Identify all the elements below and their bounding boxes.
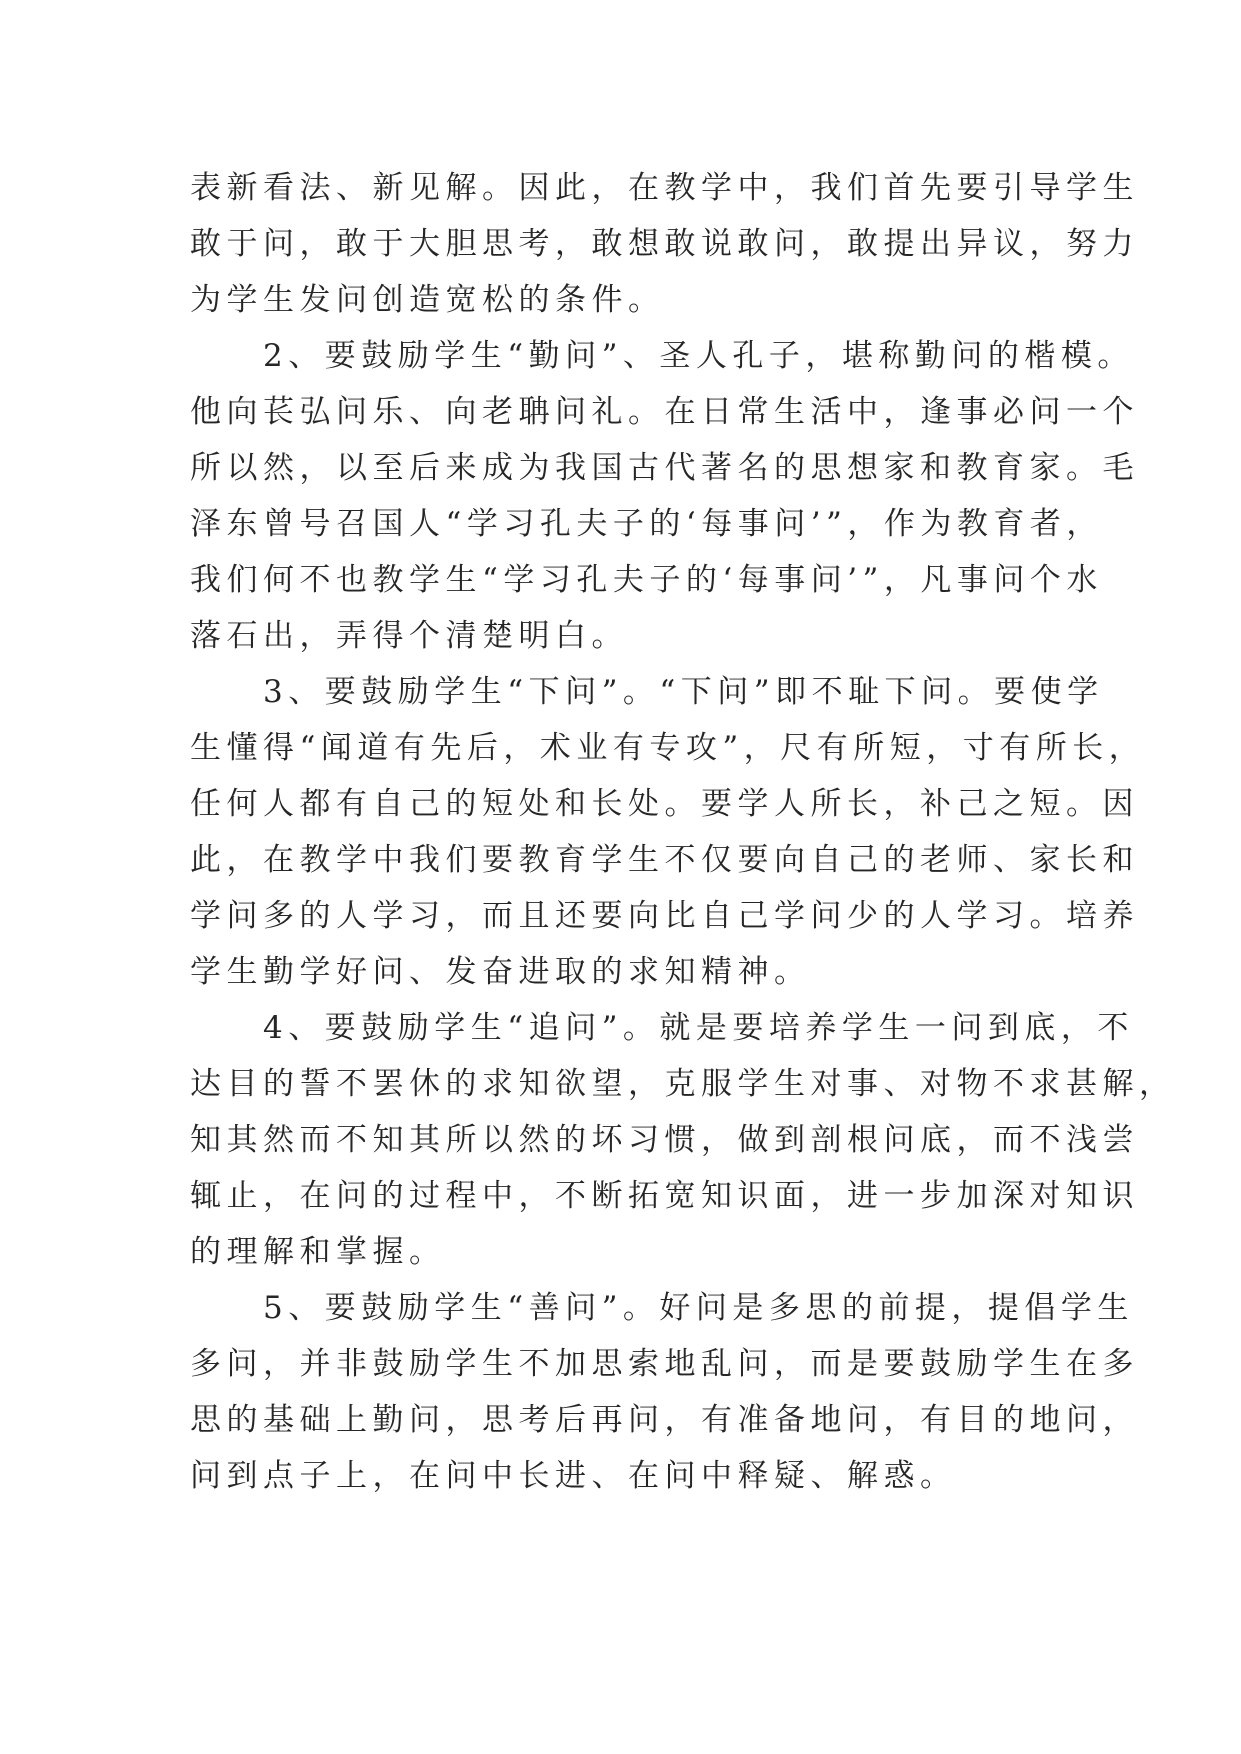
text-line: 所以然，以至后来成为我国古代著名的思想家和教育家。毛 bbox=[190, 450, 1139, 486]
text-line: 为学生发问创造宽松的条件。 bbox=[190, 282, 665, 318]
text-line: 他向苌弘问乐、向老聃问礼。在日常生活中，逢事必问一个 bbox=[190, 394, 1139, 430]
text-line: 问到点子上，在问中长进、在问中释疑、解惑。 bbox=[190, 1458, 957, 1494]
text-line: 的理解和掌握。 bbox=[190, 1234, 446, 1270]
text-line: 学问多的人学习，而且还要向比自己学问少的人学习。培养 bbox=[190, 898, 1139, 934]
text-line: 思的基础上勤问，思考后再问，有准备地问，有目的地问， bbox=[190, 1402, 1139, 1438]
text-line: 任何人都有自己的短处和长处。要学人所长，补己之短。因 bbox=[190, 786, 1139, 822]
text-line: 落石出，弄得个清楚明白。 bbox=[190, 618, 628, 654]
paragraph-3-start: 3、要鼓励学生“下问”。“下问”即不耻下问。要使学 bbox=[190, 674, 1104, 710]
body-text bbox=[190, 160, 1176, 1504]
text-line: 敢于问，敢于大胆思考，敢想敢说敢问，敢提出异议，努力 bbox=[190, 226, 1139, 262]
text-line: 达目的誓不罢休的求知欲望，克服学生对事、对物不求甚解， bbox=[190, 1066, 1176, 1102]
paragraph-4-start: 4、要鼓励学生“追问”。就是要培养学生一问到底，不 bbox=[190, 1010, 1134, 1046]
text-line: 生懂得“闻道有先后，术业有专攻”，尺有所短，寸有所长， bbox=[190, 730, 1146, 766]
text-line: 此，在教学中我们要教育学生不仅要向自己的老师、家长和 bbox=[190, 842, 1139, 878]
text-line: 知其然而不知其所以然的坏习惯，做到剖根问底，而不浅尝 bbox=[190, 1122, 1139, 1158]
paragraph-2-start: 2、要鼓励学生“勤问”、圣人孔子，堪称勤问的楷模。 bbox=[190, 338, 1134, 374]
text-line: 表新看法、新见解。因此，在教学中，我们首先要引导学生 bbox=[190, 170, 1139, 206]
text-line: 学生勤学好问、发奋进取的求知精神。 bbox=[190, 954, 811, 990]
text-line: 泽东曾号召国人“学习孔夫子的‘每事问’”，作为教育者， bbox=[190, 506, 1103, 542]
text-line: 我们何不也教学生“学习孔夫子的‘每事问’”，凡事问个水 bbox=[190, 562, 1103, 598]
text-line: 辄止，在问的过程中，不断拓宽知识面，进一步加深对知识 bbox=[190, 1178, 1139, 1214]
text-line: 多问，并非鼓励学生不加思索地乱问，而是要鼓励学生在多 bbox=[190, 1346, 1139, 1382]
paragraph-5-start: 5、要鼓励学生“善问”。好问是多思的前提，提倡学生 bbox=[190, 1290, 1134, 1326]
